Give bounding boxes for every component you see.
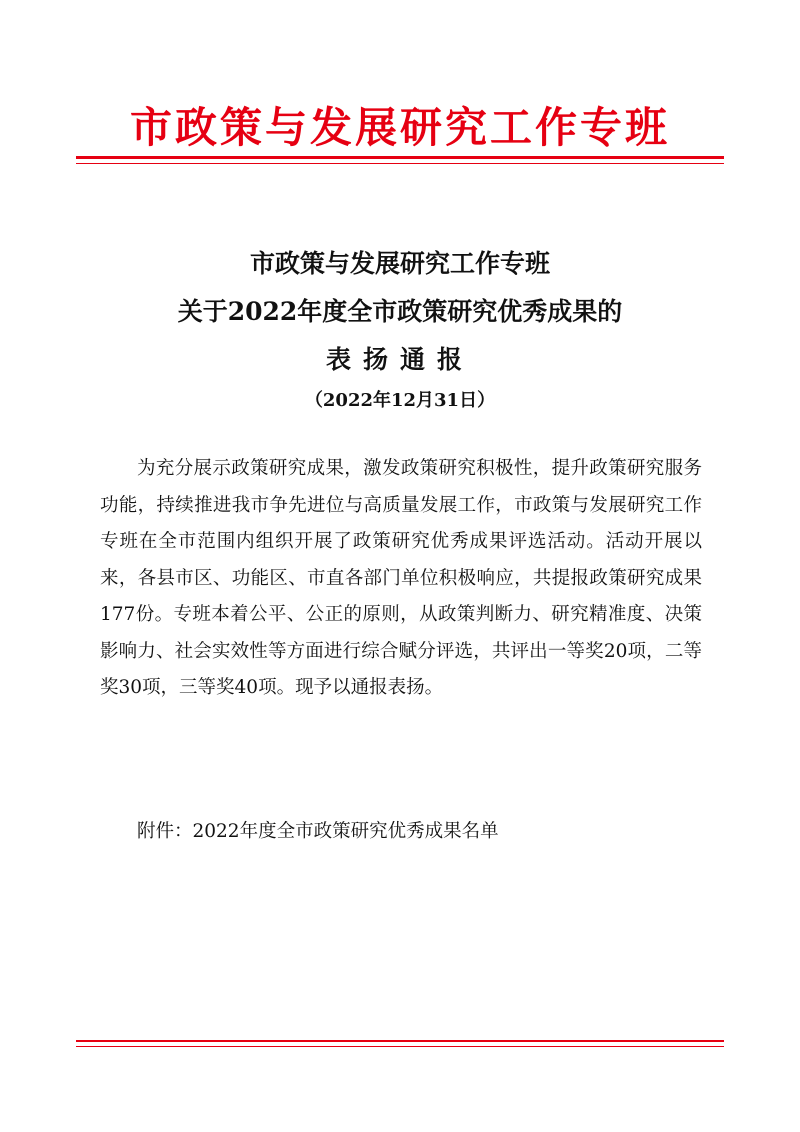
document-title-line-3-text: 表扬通报: [325, 345, 474, 374]
footer-divider-thin: [76, 1046, 724, 1047]
attachment-note: 附件：2022年度全市政策研究优秀成果名单: [137, 821, 499, 842]
document-title-line-3: [0, 338, 800, 382]
document-title-line-2: 关于2022年度全市政策研究优秀成果的: [177, 297, 623, 326]
red-header-title: 市政策与发展研究工作专班: [129, 103, 670, 152]
document-date: （2022年12月31日）: [304, 390, 496, 411]
document-title-line-1: 市政策与发展研究工作专班: [249, 249, 550, 278]
header-divider-thick: [76, 156, 724, 159]
header-divider-thin: [76, 163, 724, 164]
footer-divider-thick: [76, 1040, 724, 1042]
document-body-paragraph: 为充分展示政策研究成果，激发政策研究积极性，提升政策研究服务功能，持续推进我市争先进位与高质量发展工作，市政策与发展研究工作专班在全市范围内组织开展了政策研究优秀成果评选活动。活动开展以来，各县市区、功能区、市直各部门单位积极响应，共提报政策研究成果177份。专班本着公平、公正的原则，从政策判断力、研究精准度、决策影响力、社会实效性等方面进行综合赋分评选，共评出一等奖20项，二等奖30项，三等奖40项。现予以通报表扬。: [100, 458, 702, 698]
